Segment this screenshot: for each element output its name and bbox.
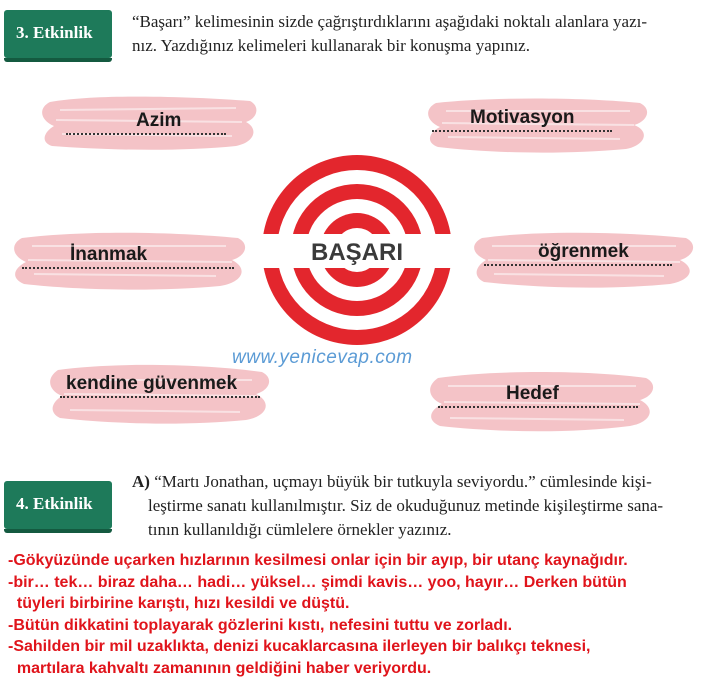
word-motivasyon <box>432 107 612 132</box>
word-text: İnanmak <box>70 244 148 265</box>
answer-line: -bir… tek… biraz daha… hadi… yüksel… şimdi kavis… yoo, hayır… Derken bütün <box>8 573 627 591</box>
answer-line: martılara kahvaltı zamanının geldiğini haber veriyordu. <box>8 659 432 677</box>
word-text: Hedef <box>506 383 559 404</box>
word-ogrenmek <box>484 241 672 266</box>
activity-3-instructions <box>132 10 697 58</box>
activity-4-instructions <box>132 470 697 542</box>
target-graphic <box>252 150 462 350</box>
answers-block <box>8 550 708 679</box>
target-label: BAŞARI <box>310 239 404 266</box>
answer-line: -Sahilden bir mil uzaklıkta, denizi kucaklarcasına ilerleyen bir balıkçı teknesi, <box>8 638 591 655</box>
activity-4-badge: 4. Etkinlik <box>4 481 112 529</box>
word-kendine-guvenmek <box>60 373 260 398</box>
instruction-line: “Başarı” kelimesinin sizde çağrıştırdıklarını aşağıdaki noktalı alanlara yazı- <box>132 12 647 31</box>
instruction-line <box>132 470 697 494</box>
word-azim <box>66 110 226 135</box>
answer-line: -Bütün dikkatini toplayarak gözlerini kıstı, nefesini tuttu ve zorladı. <box>8 616 513 634</box>
watermark: www.yenicevap.com <box>232 347 413 368</box>
instruction-text: “Martı Jonathan, uçmayı büyük bir tutkuyla seviyordu.” cümlesinde kişi- <box>149 472 652 491</box>
activity-3-badge: 3. Etkinlik <box>4 10 112 58</box>
word-inanmak <box>22 244 234 269</box>
instruction-line: leştirme sanatı kullanılmıştır. Siz de okuduğunuz metinde kişileştirme sana- <box>148 496 664 515</box>
instruction-line: nız. Yazdığınız kelimeleri kullanarak bir konuşma yapınız. <box>132 36 530 55</box>
word-text: Motivasyon <box>470 107 575 128</box>
word-text: Azim <box>136 110 182 131</box>
question-marker: A) <box>132 472 150 491</box>
word-hedef <box>438 383 638 408</box>
word-text: kendine güvenmek <box>66 373 238 394</box>
instruction-line: tının kullanıldığı cümlelere örnekler yazınız. <box>148 520 452 539</box>
answer-line: tüyleri birbirine karıştı, hızı kesildi ve düştü. <box>8 595 350 612</box>
word-text: öğrenmek <box>538 241 629 262</box>
answer-line: -Gökyüzünde uçarken hızlarının kesilmesi onlar için bir ayıp, bir utanç kaynağıdır. <box>8 552 628 569</box>
